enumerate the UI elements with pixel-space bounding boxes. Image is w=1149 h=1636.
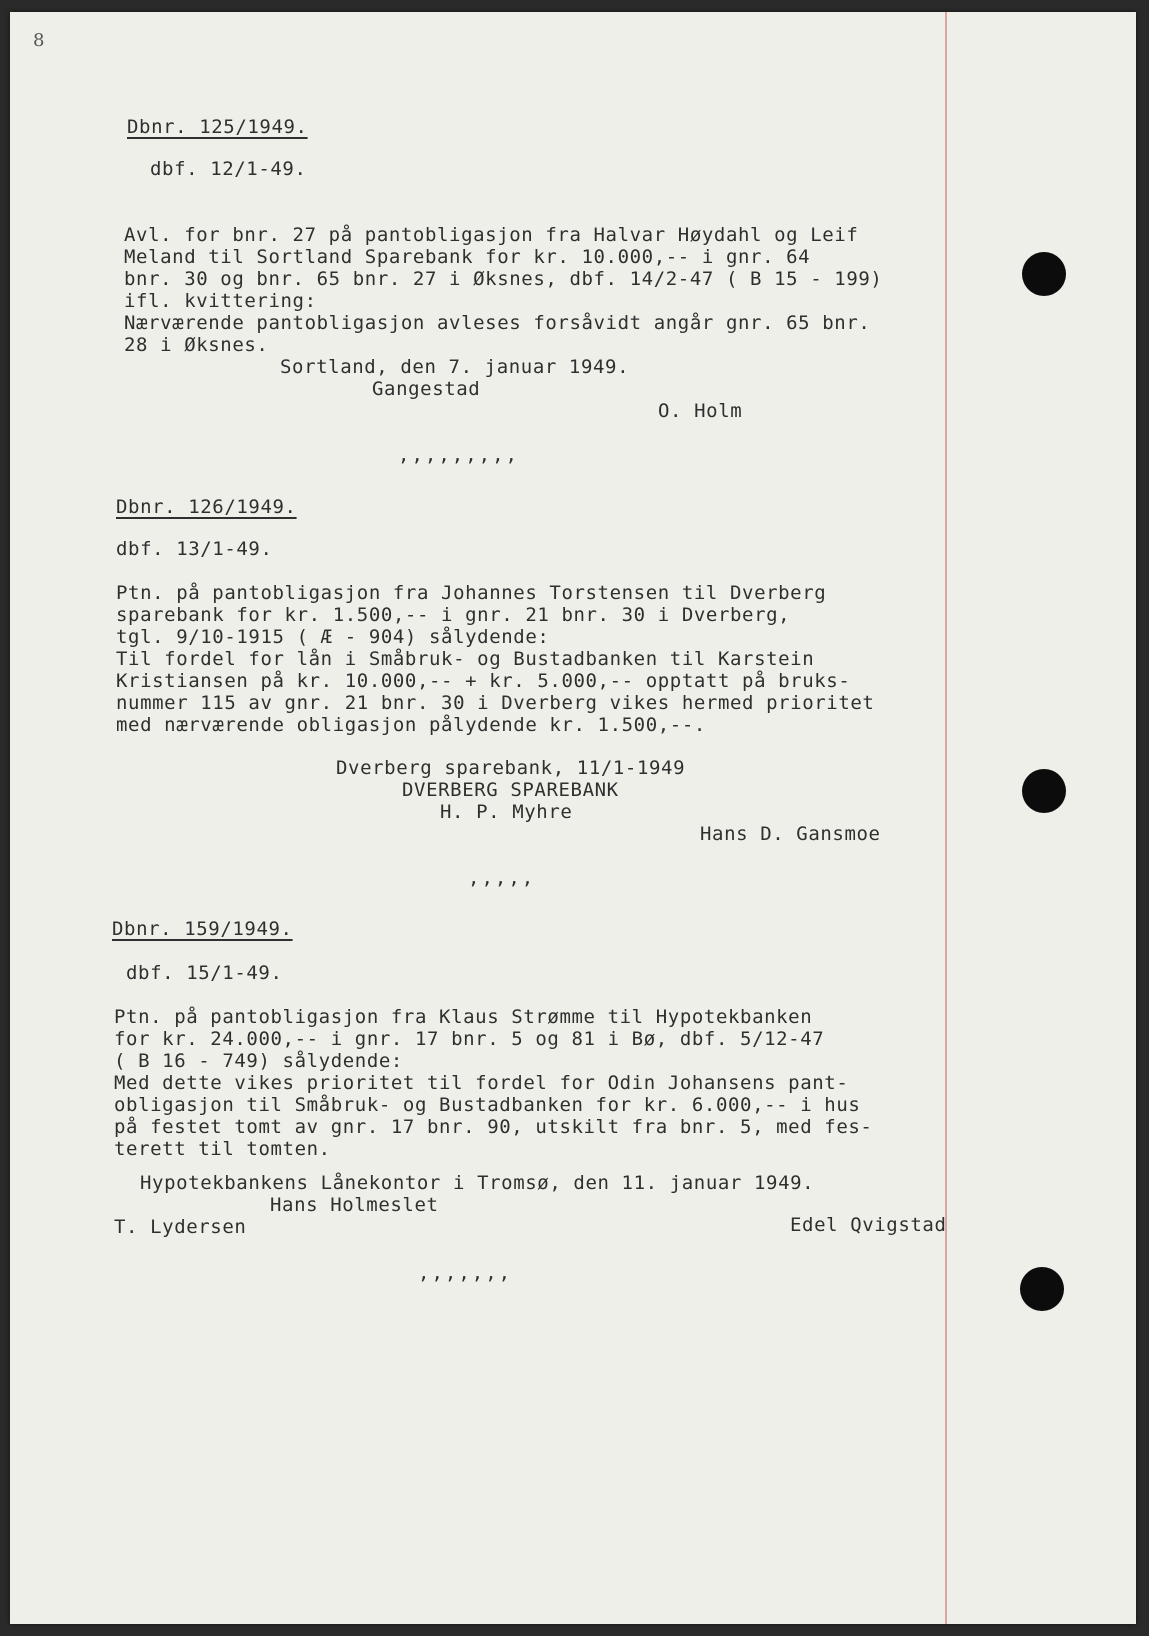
entry-body-line: sparebank for kr. 1.500,-- i gnr. 21 bnr. 30 i Dverberg, bbox=[116, 604, 791, 626]
signature: Gangestad bbox=[372, 378, 481, 400]
signature: H. P. Myhre bbox=[440, 801, 573, 823]
entry-body-line: Med dette vikes prioritet til fordel for Odin Johansens pant- bbox=[114, 1072, 849, 1094]
signature: O. Holm bbox=[658, 400, 743, 422]
entry-body-line: obligasjon til Småbruk- og Bustadbanken for kr. 6.000,-- i hus bbox=[114, 1094, 861, 1116]
entry-body-line: Til fordel for lån i Småbruk- og Bustadbanken til Karstein bbox=[116, 648, 815, 670]
separator: ,,,,, bbox=[468, 867, 536, 889]
entry-body-line: ifl. kvittering: bbox=[124, 290, 317, 312]
entry-body-line: med nærværende obligasjon pålydende kr. 1.500,--. bbox=[116, 714, 706, 736]
entry-body-line: ( B 16 - 749) sålydende: bbox=[114, 1050, 403, 1072]
entry-body-line: Ptn. på pantobligasjon fra Klaus Strømme til Hypotekbanken bbox=[114, 1006, 813, 1028]
entry-body-line: Kristiansen på kr. 10.000,-- + kr. 5.000,-- opptatt på bruks- bbox=[116, 670, 851, 692]
separator: ,,,,,,,,, bbox=[398, 444, 519, 466]
entry-body-line: 28 i Øksnes. bbox=[124, 334, 269, 356]
entry-body-line: Ptn. på pantobligasjon fra Johannes Torstensen til Dverberg bbox=[116, 582, 827, 604]
entry-dbf: dbf. 12/1-49. bbox=[150, 158, 307, 180]
punch-hole bbox=[1022, 252, 1066, 296]
entry-body-line: Meland til Sortland Sparebank for kr. 10.000,-- i gnr. 64 bbox=[124, 246, 811, 268]
place-date: Dverberg sparebank, 11/1-1949 bbox=[336, 757, 686, 779]
punch-hole bbox=[1022, 769, 1066, 813]
entry-dbf: dbf. 15/1-49. bbox=[126, 962, 283, 984]
entry-body-line: for kr. 24.000,-- i gnr. 17 bnr. 5 og 81 i Bø, dbf. 5/12-47 bbox=[114, 1028, 825, 1050]
punch-hole bbox=[1020, 1267, 1064, 1311]
entry-heading: Dbnr. 125/1949. bbox=[127, 116, 308, 138]
entry-heading: Dbnr. 126/1949. bbox=[116, 496, 297, 518]
entry-body-line: bnr. 30 og bnr. 65 bnr. 27 i Øksnes, dbf. 14/2-47 ( B 15 - 199) bbox=[124, 268, 883, 290]
entry-body-line: nummer 115 av gnr. 21 bnr. 30 i Dverberg vikes hermed prioritet bbox=[116, 692, 875, 714]
signature: Hans D. Gansmoe bbox=[700, 823, 881, 845]
entry-heading: Dbnr. 159/1949. bbox=[112, 918, 293, 940]
place-date: Hypotekbankens Lånekontor i Tromsø, den 11. januar 1949. bbox=[140, 1172, 815, 1194]
margin-rule bbox=[945, 12, 947, 1624]
bank-name: DVERBERG SPAREBANK bbox=[402, 779, 619, 801]
signature: Hans Holmeslet bbox=[270, 1194, 439, 1216]
page-number: 8 bbox=[33, 30, 46, 51]
entry-dbf: dbf. 13/1-49. bbox=[116, 538, 273, 560]
entry-body-line: på festet tomt av gnr. 17 bnr. 90, utskilt fra bnr. 5, med fes- bbox=[114, 1116, 873, 1138]
entry-body-line: tgl. 9/10-1915 ( Æ - 904) sålydende: bbox=[116, 626, 550, 648]
entry-body-line: Nærværende pantobligasjon avleses forsåvidt angår gnr. 65 bnr. bbox=[124, 312, 871, 334]
document-page bbox=[10, 12, 1136, 1624]
entry-body-line: terett til tomten. bbox=[114, 1138, 331, 1160]
signature: T. Lydersen bbox=[114, 1216, 247, 1238]
signature: Edel Qvigstad bbox=[790, 1214, 947, 1236]
separator: ,,,,,,, bbox=[418, 1262, 513, 1284]
entry-body-line: Avl. for bnr. 27 på pantobligasjon fra Halvar Høydahl og Leif bbox=[124, 224, 859, 246]
place-date: Sortland, den 7. januar 1949. bbox=[280, 356, 630, 378]
